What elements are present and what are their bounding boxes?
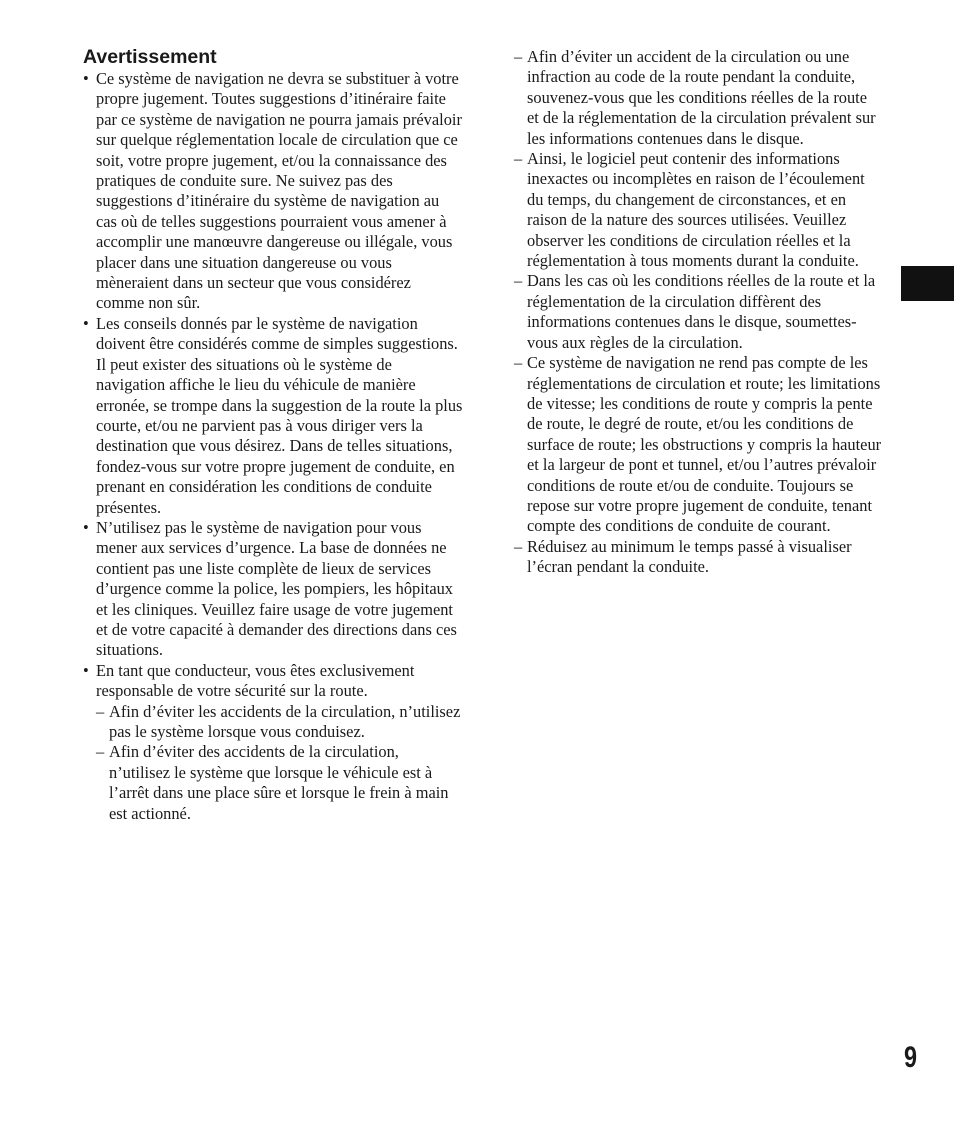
right-column <box>514 47 882 578</box>
section-tab-marker <box>901 266 954 301</box>
dash-text: Dans les cas où les conditions réelles de la route et la réglementation de la circulation diffèrent des informations contenues dans le disque, soumettes-vous aux règles de la circulation. <box>527 271 876 352</box>
section-heading: Avertissement <box>83 46 217 68</box>
dash-item <box>514 353 882 537</box>
dash-mark: – <box>514 353 523 373</box>
dash-item <box>514 149 882 271</box>
dash-text: Afin d’éviter un accident de la circulation ou une infraction au code de la route pendant la conduite, souvenez-vous que les conditions réelles de la route et de la réglementation de la circulation prévalent sur les informations contenues dans le disque. <box>527 47 876 148</box>
bullet-text: En tant que conducteur, vous êtes exclusivement responsable de votre sécurité sur la route. <box>96 660 415 701</box>
dash-mark: – <box>514 536 523 556</box>
bullet-item <box>83 661 463 702</box>
dash-mark: – <box>514 271 523 291</box>
dash-item <box>514 271 882 353</box>
page-number: 9 <box>904 1041 918 1074</box>
left-column <box>83 46 463 824</box>
dash-item <box>514 47 882 149</box>
dash-text: Réduisez au minimum le temps passé à visualiser l’écran pendant la conduite. <box>527 536 852 577</box>
dash-text: Ainsi, le logiciel peut contenir des informations inexactes ou incomplètes en raison de l’écoulement du temps, du changement de circonstances, et en raison de la nature des sources utilisées. Veuillez observer les conditions de circulation réelles et la réglementation à tous moments durant la conduite. <box>527 149 865 271</box>
bullet-text: Les conseils donnés par le système de navigation doivent être considérés comme de simples suggestions. Il peut exister des situations où le système de navigation affiche le lieu du véhicule de manière erronée, se trompe dans la suggestion de la route la plus courte, et/ou ne parvient pas à vous diriger vers la destination que vous désirez. Dans de telles situations, fondez-vous sur votre propre jugement de conduite, en prenant en considération les conditions de conduite présentes. <box>96 313 463 517</box>
bullet-text: N’utilisez pas le système de navigation pour vous mener aux services d’urgence. La base de données ne contient pas une liste complète de lieux de services d’urgence comme la police, les pompiers, les hôpitaux et les cliniques. Veuillez faire usage de votre jugement et de votre capacité à demander des directions dans ces situations. <box>96 517 457 660</box>
bullet-mark: • <box>83 660 89 680</box>
dash-mark: – <box>514 47 523 66</box>
bullet-mark: • <box>83 517 89 537</box>
bullet-item <box>83 518 463 661</box>
sub-list <box>96 702 463 824</box>
bullet-item <box>83 69 463 314</box>
dash-text: Afin d’éviter des accidents de la circulation, n’utilisez le système que lorsque le véhicule est à l’arrêt dans une place sûre et lorsque le frein à main est actionné. <box>109 742 449 823</box>
bullet-mark: • <box>83 313 89 333</box>
dash-item <box>514 537 882 578</box>
bullet-mark: • <box>83 69 89 88</box>
dash-mark: – <box>514 149 523 169</box>
bullet-item <box>83 314 463 518</box>
dash-mark: – <box>96 701 105 721</box>
dash-item <box>96 742 463 824</box>
dash-item <box>96 702 463 743</box>
dash-text: Ce système de navigation ne rend pas compte de les réglementations de circulation et route; les limitations de vitesse; les conditions de route y compris la pente de route, le degré de route, et/ou les conditions de surface de route; les obstructions y compris la hauteur et la largeur de pont et tunnel, et/ou l’autres prévaloir conditions de route et/ou de conduite. Toujours se repose sur votre propre jugement de conduite, tenant compte des conditions de conduite de courant. <box>527 353 882 536</box>
dash-text: Afin d’éviter les accidents de la circulation, n’utilisez pas le système lorsque vous conduisez. <box>109 701 461 741</box>
bullet-text: Ce système de navigation ne devra se substituer à votre propre jugement. Toutes suggestions d’itinéraire faite par ce système de navigation ne pourra jamais prévaloir sur quelque réglementation locale de circulation que ce soit, votre propre jugement, et/ou la connaissance des pratiques de conduite sure. Ne suivez pas des suggestions d’itinéraire du système de navigation au cas où de telles suggestions pourraient vous amener à accomplir une manœuvre dangereuse ou illégale, vous placer dans une situation dangereuse ou vous mèneraient dans un secteur que vous considérez comme non sûr. <box>96 69 462 313</box>
dash-mark: – <box>96 742 105 762</box>
